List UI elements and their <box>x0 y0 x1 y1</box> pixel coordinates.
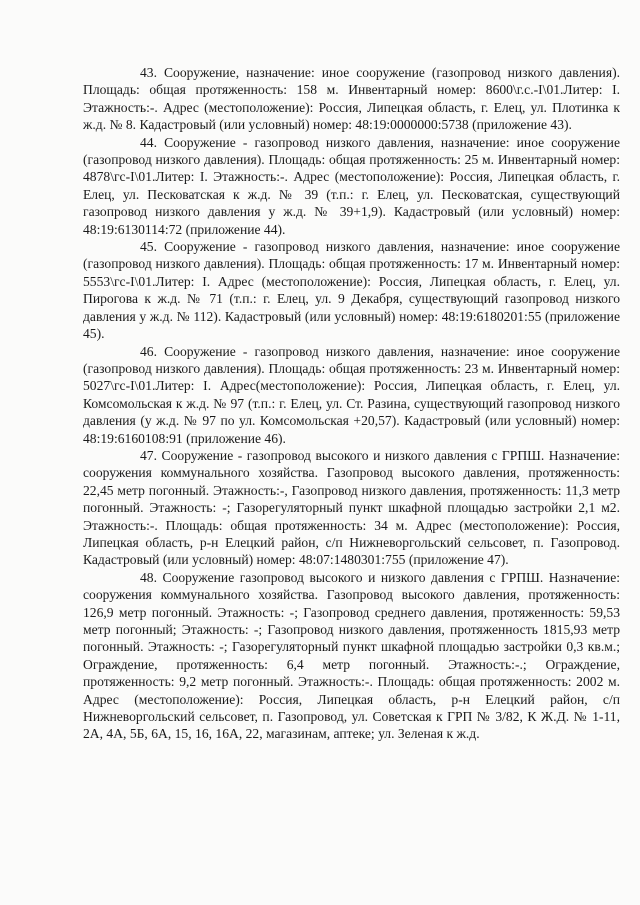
paragraph-44: 44. Сооружение - газопровод низкого давления, назначение: иное сооружение (газопровод низкого давления). Площадь: общая протяженность: 25 м. Инвентарный номер: 4878\гс-I\01.Литер: I. Этажность:-. Адрес (местоположение): Россия, Липецкая область, г. Елец, ул. Песковатская к ж.д. № 39 (т.п.: г. Елец, ул. Песковатская, существующий газопровод низкого давления у ж.д. № 39+1,9). Кадастровый (или условный) номер: 48:19:6130114:72 (приложение 44). <box>83 134 620 237</box>
paragraph-45: 45. Сооружение - газопровод низкого давления, назначение: иное сооружение (газопровод низкого давления). Площадь: общая протяженность: 17 м. Инвентарный номер: 5553\гс-I\01.Литер: I. Адрес (местоположение): Россия, Липецкая область, г. Елец, ул. Пирогова к ж.д. № 71 (т.п.: г. Елец, ул. 9 Декабря, существующий газопровод низкого давления у ж.д. № 112). Кадастровый (или условный) номер: 48:19:6180201:55 (приложение 45). <box>83 239 620 342</box>
document-body <box>83 64 620 743</box>
paragraph-48: 48. Сооружение газопровод высокого и низкого давления с ГРПШ. Назначение: сооружения коммунального хозяйства. Газопровод высокого давления, протяженность: 126,9 метр погонный. Этажность: -; Газопровод среднего давления, протяженность: 59,53 метр погонный; Этажность: -; Газопровод низкого давления, протяженность 1815,93 метр погонный. Этажность: -; Газорегуляторный пункт шкафной площадью застройки 0,3 кв.м.; Ограждение, протяженность: 6,4 метр погонный. Этажность:-.; Ограждение, протяженность: 9,2 метр погонный. Этажность:-. Площадь: общая протяженность: 2002 м. Адрес (местоположение): Россия, Липецкая область, р-н Елецкий район, с/п Нижневоргольский сельсовет, п. Газопровод, ул. Советская к ГРП № 3/82, К Ж.Д. № 1-11, 2А, 4А, 5Б, 6А, 15, 16, 16А, 22, магазинам, аптеке; ул. Зеленая к ж.д. <box>83 569 620 742</box>
paragraph-43: 43. Сооружение, назначение: иное сооружение (газопровод низкого давления). Площадь: общая протяженность: 158 м. Инвентарный номер: 8600\г.с.-I\01.Литер: I. Этажность:-. Адрес (местоположение): Россия, Липецкая область, г. Елец, ул. Плотинка к ж.д. № 8. Кадастровый (или условный) номер: 48:19:0000000:5738 (приложение 43). <box>83 65 620 133</box>
paragraph-47: 47. Сооружение - газопровод высокого и низкого давления с ГРПШ. Назначение: сооружения коммунального хозяйства. Газопровод высокого давления, протяженность: 22,45 метр погонный. Этажность:-, Газопровод низкого давления, протяженность: 11,3 метр погонный. Этажность: -; Газорегуляторный пункт шкафной площадью застройки 2,1 м2. Этажность:-. Площадь: общая протяженность: 34 м. Адрес (местоположение): Россия, Липецкая область, р-н Елецкий район, с/п Нижневоргольский сельсовет, п. Газопровод. Кадастровый (или условный) номер: 48:07:1480301:755 (приложение 47). <box>83 447 620 568</box>
paragraph-46: 46. Сооружение - газопровод низкого давления, назначение: иное сооружение (газопровод низкого давления). Площадь: общая протяженность: 23 м. Инвентарный номер: 5027\гс-I\01.Литер: I. Адрес(местоположение): Россия, Липецкая область, г. Елец, ул. Комсомольская к ж.д. № 97 (т.п.: г. Елец, ул. Ст. Разина, существующий газопровод низкого давления (у ж.д. № 97 по ул. Комсомольская +20,57). Кадастровый (или условный) номер: 48:19:6160108:91 (приложение 46). <box>83 343 620 446</box>
